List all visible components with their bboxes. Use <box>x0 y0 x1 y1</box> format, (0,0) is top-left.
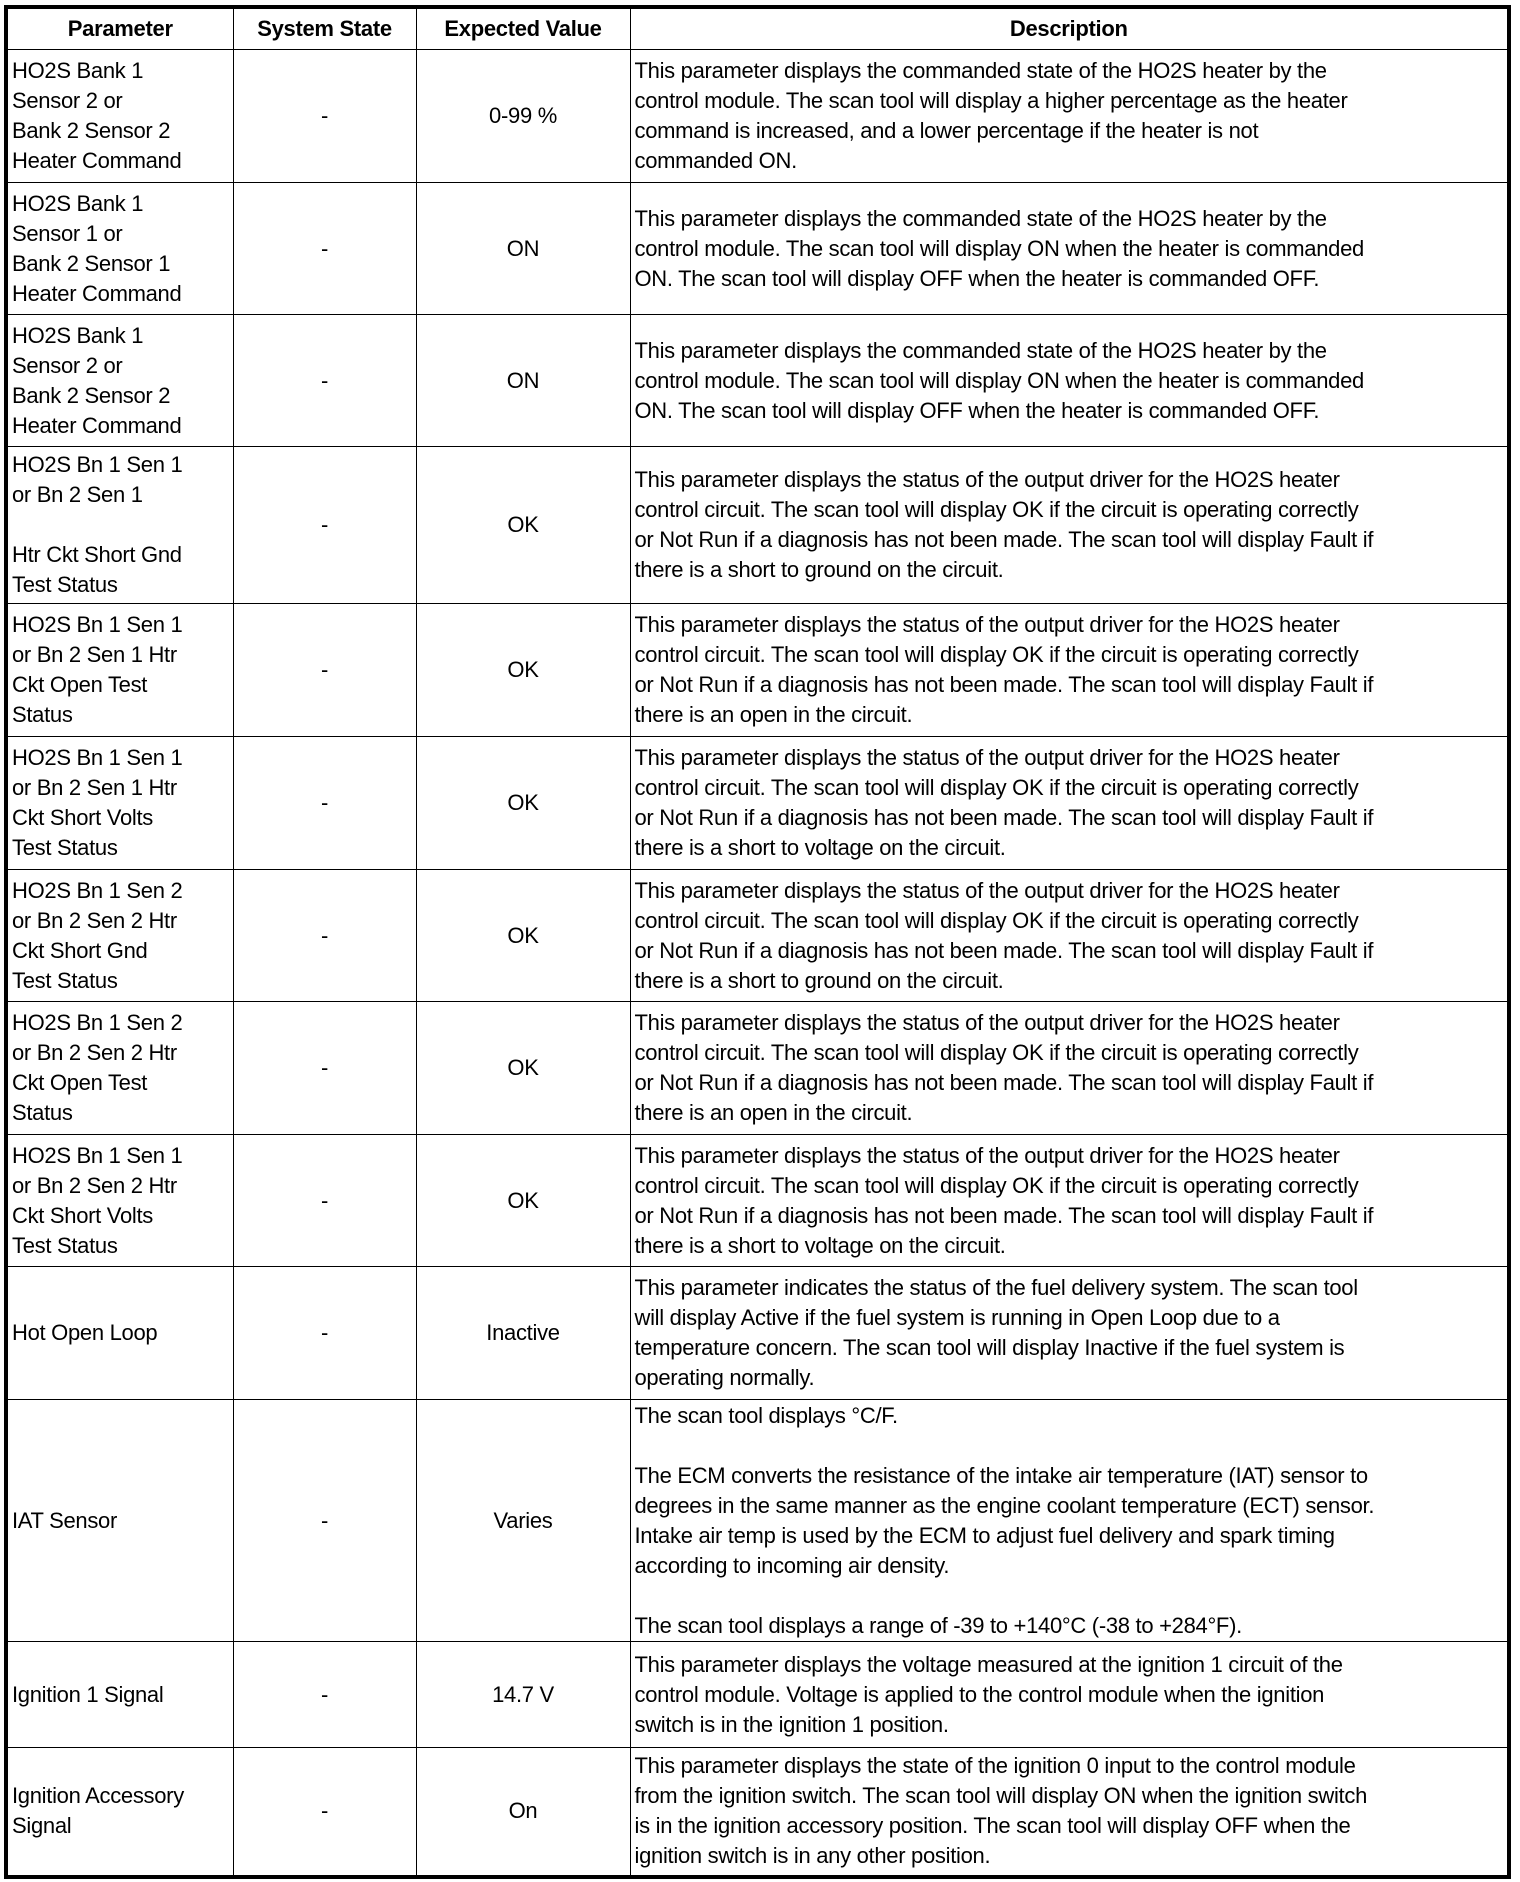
description-cell: This parameter displays the voltage measured at the ignition 1 circuit of the control module. Voltage is applied to the control module when the ignition switch is in the ignition 1 position. <box>630 1642 1509 1748</box>
description-cell: This parameter indicates the status of the fuel delivery system. The scan tool will display Active if the fuel system is running in Open Loop due to a temperature concern. The scan tool will display Inactive if the fuel system is operating normally. <box>630 1267 1509 1400</box>
expected-value-cell: Varies <box>416 1400 630 1642</box>
system-state-cell: - <box>233 870 416 1002</box>
parameter-cell: Ignition 1 Signal <box>6 1642 233 1748</box>
system-state-cell: - <box>233 1642 416 1748</box>
table-row <box>6 50 1509 183</box>
system-state-cell: - <box>233 1748 416 1877</box>
parameter-cell: HO2S Bank 1 Sensor 2 or Bank 2 Sensor 2 Heater Command <box>6 315 233 447</box>
expected-value-cell: OK <box>416 447 630 604</box>
parameter-cell: HO2S Bn 1 Sen 1 or Bn 2 Sen 1 Htr Ckt Open Test Status <box>6 604 233 737</box>
table-row <box>6 1267 1509 1400</box>
header-row <box>6 7 1509 50</box>
table-row <box>6 183 1509 315</box>
expected-value-cell: 14.7 V <box>416 1642 630 1748</box>
system-state-cell: - <box>233 315 416 447</box>
system-state-cell: - <box>233 183 416 315</box>
table-row <box>6 1135 1509 1267</box>
expected-value-cell: OK <box>416 1135 630 1267</box>
expected-value-cell: OK <box>416 1002 630 1135</box>
description-cell: This parameter displays the status of the output driver for the HO2S heater control circuit. The scan tool will display OK if the circuit is operating correctly or Not Run if a diagnosis has not been made. The scan tool will display Fault if there is an open in the circuit. <box>630 604 1509 737</box>
system-state-cell: - <box>233 1267 416 1400</box>
parameter-cell: HO2S Bn 1 Sen 1 or Bn 2 Sen 1 Htr Ckt Short Gnd Test Status <box>6 447 233 604</box>
table-row <box>6 1642 1509 1748</box>
table-row <box>6 737 1509 870</box>
description-cell: This parameter displays the commanded state of the HO2S heater by the control module. The scan tool will display ON when the heater is commanded ON. The scan tool will display OFF when the heater is commanded OFF. <box>630 315 1509 447</box>
table-row <box>6 315 1509 447</box>
table-row <box>6 1748 1509 1877</box>
parameter-cell: IAT Sensor <box>6 1400 233 1642</box>
description-cell: The scan tool displays °C/F. The ECM converts the resistance of the intake air temperature (IAT) sensor to degrees in the same manner as the engine coolant temperature (ECT) sensor. Intake air temp is used by the ECM to adjust fuel delivery and spark timing according to incoming air density. The scan tool displays a range of -39 to +140°C (-38 to +284°F). <box>630 1400 1509 1642</box>
parameter-cell: HO2S Bank 1 Sensor 1 or Bank 2 Sensor 1 Heater Command <box>6 183 233 315</box>
table-row <box>6 1002 1509 1135</box>
system-state-cell: - <box>233 1400 416 1642</box>
description-cell: This parameter displays the state of the ignition 0 input to the control module from the ignition switch. The scan tool will display ON when the ignition switch is in the ignition accessory position. The scan tool will display OFF when the ignition switch is in any other position. <box>630 1748 1509 1877</box>
expected-value-cell: On <box>416 1748 630 1877</box>
description-cell: This parameter displays the status of the output driver for the HO2S heater control circuit. The scan tool will display OK if the circuit is operating correctly or Not Run if a diagnosis has not been made. The scan tool will display Fault if there is a short to ground on the circuit. <box>630 870 1509 1002</box>
parameter-cell: HO2S Bn 1 Sen 2 or Bn 2 Sen 2 Htr Ckt Open Test Status <box>6 1002 233 1135</box>
description-cell: This parameter displays the status of the output driver for the HO2S heater control circuit. The scan tool will display OK if the circuit is operating correctly or Not Run if a diagnosis has not been made. The scan tool will display Fault if there is a short to ground on the circuit. <box>630 447 1509 604</box>
expected-value-cell: 0-99 % <box>416 50 630 183</box>
parameter-cell: Ignition Accessory Signal <box>6 1748 233 1877</box>
system-state-cell: - <box>233 737 416 870</box>
parameter-cell: Hot Open Loop <box>6 1267 233 1400</box>
parameter-cell: HO2S Bank 1 Sensor 2 or Bank 2 Sensor 2 Heater Command <box>6 50 233 183</box>
parameter-cell: HO2S Bn 1 Sen 1 or Bn 2 Sen 1 Htr Ckt Short Volts Test Status <box>6 737 233 870</box>
system-state-cell: - <box>233 1135 416 1267</box>
description-cell: This parameter displays the status of the output driver for the HO2S heater control circuit. The scan tool will display OK if the circuit is operating correctly or Not Run if a diagnosis has not been made. The scan tool will display Fault if there is a short to voltage on the circuit. <box>630 1135 1509 1267</box>
table-row <box>6 604 1509 737</box>
expected-value-cell: OK <box>416 870 630 1002</box>
description-cell: This parameter displays the status of the output driver for the HO2S heater control circuit. The scan tool will display OK if the circuit is operating correctly or Not Run if a diagnosis has not been made. The scan tool will display Fault if there is an open in the circuit. <box>630 1002 1509 1135</box>
system-state-cell: - <box>233 604 416 737</box>
system-state-cell: - <box>233 50 416 183</box>
expected-value-cell: OK <box>416 604 630 737</box>
parameter-table <box>4 5 1511 1879</box>
expected-value-cell: ON <box>416 315 630 447</box>
header-expected-value: Expected Value <box>416 7 630 50</box>
system-state-cell: - <box>233 1002 416 1135</box>
description-cell: This parameter displays the commanded state of the HO2S heater by the control module. The scan tool will display ON when the heater is commanded ON. The scan tool will display OFF when the heater is commanded OFF. <box>630 183 1509 315</box>
table-row <box>6 1400 1509 1642</box>
table-row <box>6 870 1509 1002</box>
parameter-cell: HO2S Bn 1 Sen 1 or Bn 2 Sen 2 Htr Ckt Short Volts Test Status <box>6 1135 233 1267</box>
parameter-cell: HO2S Bn 1 Sen 2 or Bn 2 Sen 2 Htr Ckt Short Gnd Test Status <box>6 870 233 1002</box>
description-cell: This parameter displays the commanded state of the HO2S heater by the control module. The scan tool will display a higher percentage as the heater command is increased, and a lower percentage if the heater is not commanded ON. <box>630 50 1509 183</box>
header-description: Description <box>630 7 1509 50</box>
expected-value-cell: Inactive <box>416 1267 630 1400</box>
header-system-state: System State <box>233 7 416 50</box>
table-row <box>6 447 1509 604</box>
expected-value-cell: ON <box>416 183 630 315</box>
system-state-cell: - <box>233 447 416 604</box>
description-cell: This parameter displays the status of the output driver for the HO2S heater control circuit. The scan tool will display OK if the circuit is operating correctly or Not Run if a diagnosis has not been made. The scan tool will display Fault if there is a short to voltage on the circuit. <box>630 737 1509 870</box>
expected-value-cell: OK <box>416 737 630 870</box>
header-parameter: Parameter <box>6 7 233 50</box>
